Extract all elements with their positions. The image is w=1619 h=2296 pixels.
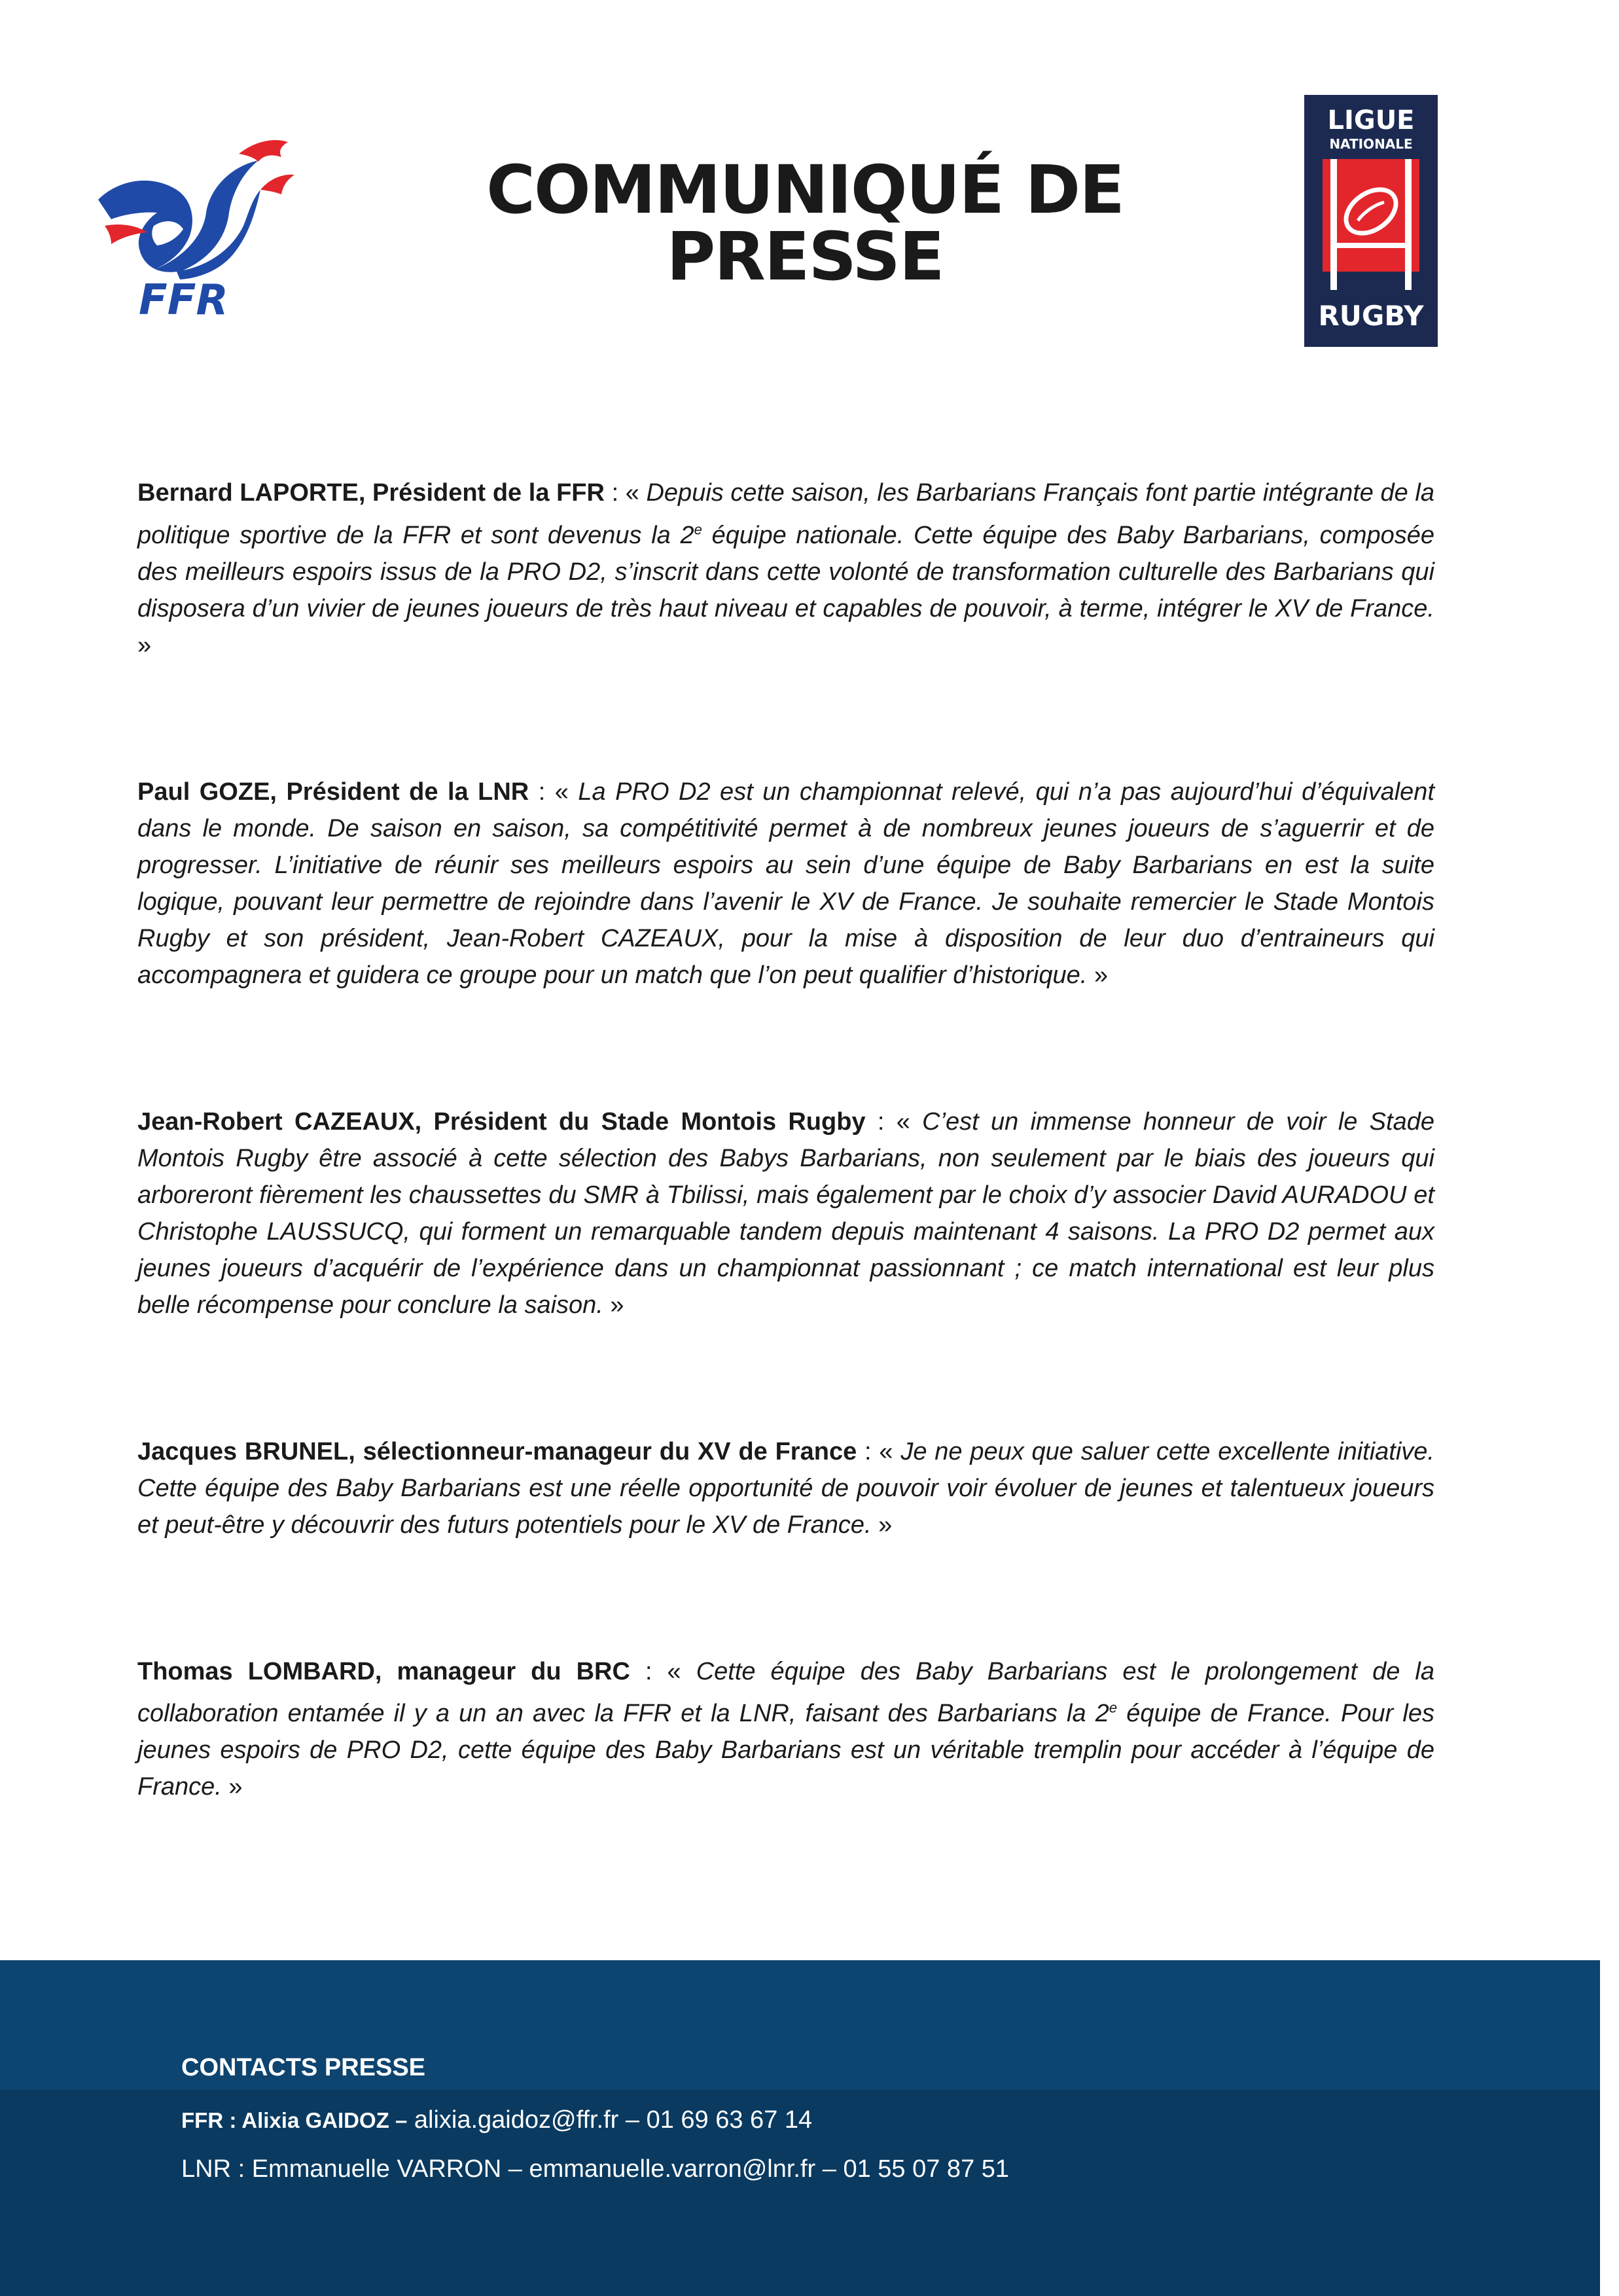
quote-separator: : « — [865, 1107, 923, 1136]
speaker-name: Jean-Robert CAZEAUX, Président du Stade Montois Rugby — [137, 1107, 866, 1136]
quote-separator: : « — [529, 778, 578, 806]
quote-separator: : « — [604, 479, 647, 507]
lnr-logo-line1: LIGUE — [1327, 105, 1415, 135]
ordinal-superscript: e — [694, 521, 702, 537]
quote-text: La PRO D2 est un championnat relevé, qui n’a pas aujourd’hui d’équivalent dans le monde. De saison en saison, sa compétitivité permet à de nombreux jeunes joueurs de s’aguerrir et de progresser. L’initiative de réunir ses meilleurs espoirs au sein d’une équipe de Baby Barbarians en est la suite logique, pouvant leur permettre de rejoindre dans l’avenir le XV de France. Je souhaite remercier le Stade Montois Rugby et son président, Jean-Robert CAZEAUX, pour la mise à disposition de leur duo d’entraineurs qui accompagnera et guidera ce groupe pour un match que l’on peut qualifier d’historique. — [137, 778, 1435, 989]
quote-cazeaux — [137, 1103, 1434, 1323]
quote-separator: : « — [630, 1657, 696, 1685]
speaker-name: Thomas LOMBARD, manageur du BRC — [137, 1657, 630, 1685]
quote-text-part: équipe nationale. Cette équipe des Baby Barbarians, composée des meilleurs espoirs issus de la PRO D2, s’inscrit dans cette volonté de transformation culturelle des Barbarians qui disposera d’un vivier de jeunes joueurs de très haut niveau et capables de pouvoir, à terme, intégrer le XV de France. — [137, 521, 1435, 622]
quote-brunel — [137, 1433, 1434, 1543]
contacts-title: CONTACTS PRESSE — [181, 2054, 426, 2081]
speaker-name: Bernard LAPORTE, Président de la FFR — [137, 479, 605, 507]
quote-text-part: Cette équipe des Baby Barbarians est le prolongement de la collaboration entamée il y a un an avec la FFR et la LNR, faisant des Barbarians la 2 — [137, 1657, 1435, 1728]
quote-goze — [137, 774, 1434, 994]
contact-lnr: LNR : Emmanuelle VARRON – emmanuelle.varron@lnr.fr – 01 55 07 87 51 — [181, 2155, 1010, 2183]
quote-text-part: équipe de France. Pour les jeunes espoirs de PRO D2, cette équipe des Baby Barbarians est un véritable tremplin pour accéder à l’équipe de France. — [137, 1700, 1434, 1801]
quote-close: » — [137, 631, 152, 659]
quote-lombard — [137, 1653, 1434, 1806]
ffr-logo-text: FFR — [139, 276, 228, 317]
ffr-rooster-logo-icon — [92, 128, 308, 317]
speaker-name: Paul GOZE, Président de la LNR — [137, 778, 529, 806]
contact-ffr-details: alixia.gaidoz@ffr.fr – 01 69 63 67 14 — [407, 2106, 813, 2134]
lnr-rugby-logo-icon — [1304, 95, 1438, 347]
ordinal-superscript: e — [1109, 1699, 1118, 1716]
lnr-logo-line3: RUGBY — [1318, 300, 1424, 332]
contacts-footer — [0, 1960, 1600, 2296]
page-header — [0, 0, 1619, 367]
page-title: COMMUNIQUÉ DE PRESSE — [486, 151, 1124, 296]
contact-ffr — [181, 2104, 1009, 2136]
quote-close: » — [603, 1291, 624, 1319]
quote-text-part: Depuis cette saison, les Barbarians Français font partie intégrante de la politique sportive de la FFR et sont devenus la 2 — [137, 479, 1435, 549]
lnr-logo-line2: NATIONALE — [1329, 136, 1413, 152]
quote-laporte — [137, 475, 1434, 664]
speaker-name: Jacques BRUNEL, sélectionneur-manageur du XV de France — [137, 1437, 857, 1465]
quote-text: C’est un immense honneur de voir le Stade Montois Rugby être associé à cette sélection des Babys Barbarians, non seulement par le biais des joueurs qui arboreront fièrement les chaussettes du SMR à Tbilissi, mais également par le choix d’y associer David AURADOU et Christophe LAUSSUCQ, qui forment un remarquable tandem depuis maintenant 4 saisons. La PRO D2 permet aux jeunes joueurs d’acquérir de l’expérience dans un championnat passionnant ; ce match international est leur plus belle récompense pour conclure la saison. — [137, 1107, 1434, 1319]
quotes-section — [137, 475, 1434, 1805]
quote-close: » — [221, 1773, 243, 1801]
quote-separator: : « — [857, 1437, 901, 1465]
quote-close: » — [871, 1511, 893, 1539]
quote-close: » — [1087, 961, 1108, 989]
quote-text: Je ne peux que saluer cette excellente initiative. Cette équipe des Baby Barbarians est une réelle opportunité de pouvoir voir évoluer de jeunes et talentueux joueurs et peut-être y découvrir des futurs potentiels pour le XV de France. — [137, 1437, 1434, 1539]
footer-content — [181, 2052, 1009, 2202]
contact-ffr-label: FFR : Alixia GAIDOZ – — [181, 2108, 408, 2132]
